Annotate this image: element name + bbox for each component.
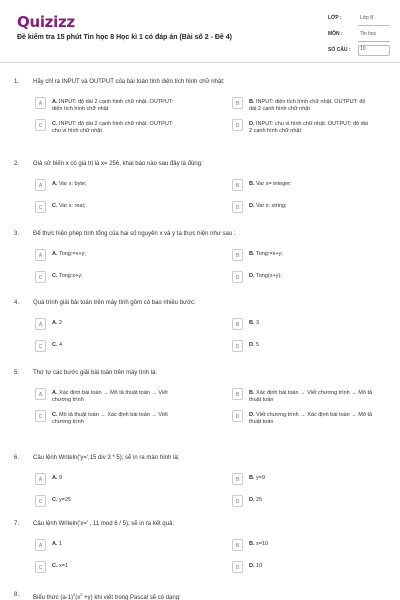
option-text-line: 4: [59, 342, 63, 348]
superscript-exponent: 2: [80, 592, 83, 597]
option-letter-badge[interactable]: A: [35, 249, 46, 261]
option-text: [52, 203, 85, 210]
option-b[interactable]: [232, 97, 400, 111]
option-key: A.: [52, 181, 58, 187]
question-text: Hãy chỉ ra INPUT và OUTPUT của bài toán tính diện tích hình chữ nhật:: [33, 79, 225, 85]
meta-count-row: [328, 45, 390, 58]
option-letter-badge[interactable]: D: [232, 340, 243, 352]
header-divider: [0, 62, 400, 63]
option-c[interactable]: [35, 561, 207, 575]
option-c[interactable]: [35, 495, 207, 509]
option-key: B.: [249, 99, 255, 105]
option-key: C.: [52, 203, 58, 209]
question-8: [14, 592, 389, 600]
option-text-line: 1: [59, 541, 63, 547]
superscript-exponent: 2: [73, 592, 76, 597]
option-text-line: dài 2 cạnh hình chữ nhật: [249, 106, 310, 112]
option-d[interactable]: [232, 561, 400, 575]
option-text: [249, 497, 262, 504]
option-b[interactable]: [232, 539, 400, 553]
option-letter-badge[interactable]: C: [35, 119, 46, 131]
option-key: A.: [52, 390, 58, 396]
meta-class-row: [328, 13, 390, 26]
option-letter-badge[interactable]: A: [35, 97, 46, 109]
meta-subject-label: MÔN :: [328, 31, 343, 37]
option-letter-badge[interactable]: D: [232, 271, 243, 283]
option-key: A.: [52, 99, 58, 105]
option-letter-badge[interactable]: B: [232, 179, 243, 191]
option-text: [52, 497, 71, 504]
option-key: D.: [249, 497, 255, 503]
option-text: [249, 320, 259, 327]
option-letter-badge[interactable]: C: [35, 340, 46, 352]
option-d[interactable]: [232, 201, 400, 215]
option-key: C.: [52, 121, 58, 127]
question-text: Câu lệnh Writeln('x=' , 11 mod 6 / 5); sẽ in ra kết quả:: [33, 521, 174, 527]
meta-count-label: SỐ CÂU :: [328, 47, 351, 53]
question-number: 8.: [14, 592, 20, 598]
option-text-line: 2: [59, 320, 63, 326]
option-text-line: 25: [256, 497, 263, 503]
option-text: [249, 390, 372, 404]
option-letter-badge[interactable]: C: [35, 495, 46, 507]
option-key: C.: [52, 342, 58, 348]
option-text-line: 10: [256, 563, 263, 569]
option-letter-badge[interactable]: B: [232, 97, 243, 109]
option-text-line: INPUT: diện tích hình chữ nhật. OUTPUT: độ: [256, 99, 366, 105]
option-letter-badge[interactable]: C: [35, 271, 46, 283]
option-letter-badge[interactable]: A: [35, 539, 46, 551]
option-letter-badge[interactable]: C: [35, 561, 46, 573]
question-3: [14, 231, 389, 293]
option-key: A.: [52, 541, 58, 547]
option-d[interactable]: [232, 495, 400, 509]
question-number: 6.: [14, 455, 20, 461]
question-6: [14, 455, 389, 517]
option-text-line: 3: [256, 320, 260, 326]
option-text-line: Xác định bài toán → Mô tả thuật toán → Viết: [59, 390, 168, 396]
option-text: [249, 121, 368, 135]
option-text: [249, 251, 283, 258]
option-c[interactable]: [35, 410, 207, 424]
option-text: [249, 475, 265, 482]
option-text-line: Mô tả thuật toán → Xác định bài toán → Viết: [59, 412, 168, 418]
option-letter-badge[interactable]: A: [35, 473, 46, 485]
option-letter-badge[interactable]: D: [232, 119, 243, 131]
option-d[interactable]: [232, 410, 400, 424]
option-text-line: Tong:=x+y;: [58, 251, 86, 257]
option-text-line: Var x: real;: [59, 203, 86, 209]
option-key: C.: [52, 497, 58, 503]
option-d[interactable]: [232, 119, 400, 133]
question-text: Quá trình giải bài toán trên máy tính gồm có bao nhiêu bước:: [33, 300, 196, 306]
option-text-line: 5: [256, 342, 260, 348]
option-letter-badge[interactable]: D: [232, 495, 243, 507]
option-letter-badge[interactable]: A: [35, 388, 46, 400]
option-text-line: x=1: [59, 563, 69, 569]
question-number: 1.: [14, 79, 20, 85]
option-key: B.: [249, 320, 255, 326]
option-b[interactable]: [232, 388, 400, 402]
option-b[interactable]: [232, 179, 400, 193]
option-a[interactable]: [35, 318, 207, 332]
option-text: [52, 541, 62, 548]
option-text: [52, 390, 168, 404]
option-text: [52, 121, 173, 135]
option-text: [52, 412, 168, 426]
option-b[interactable]: [232, 473, 400, 487]
option-letter-badge[interactable]: D: [232, 561, 243, 573]
option-letter-badge[interactable]: B: [232, 539, 243, 551]
option-key: B.: [249, 541, 255, 547]
option-text-line: Tong:x+y;: [58, 273, 83, 279]
option-text: [249, 563, 262, 570]
option-a[interactable]: [35, 249, 207, 263]
option-a[interactable]: [35, 97, 207, 111]
option-text: [52, 342, 62, 349]
option-text: [249, 273, 282, 280]
option-d[interactable]: [232, 271, 400, 285]
option-key: A.: [52, 475, 58, 481]
option-text-line: thuật toán: [249, 419, 274, 425]
option-key: D.: [249, 563, 255, 569]
option-text: [249, 181, 292, 188]
question-number: 4.: [14, 300, 20, 306]
question-text: Giả sử biến x có giá trị là x= 256, khai báo nào sau đây là đúng:: [33, 161, 203, 167]
option-key: D.: [249, 203, 255, 209]
option-text-line: Tong(x+y);: [255, 273, 282, 279]
meta-subject-row: [328, 29, 390, 42]
meta-count-value: 10: [360, 46, 366, 52]
option-key: A.: [52, 320, 58, 326]
option-text-line: chương trình: [52, 419, 84, 425]
option-key: C.: [52, 563, 58, 569]
question-text: Thứ tự các bước giải bài toán trên máy tính là:: [33, 370, 158, 376]
option-text: [52, 273, 83, 280]
option-key: B.: [249, 390, 255, 396]
option-key: D.: [249, 273, 255, 279]
option-text: [249, 342, 259, 349]
option-text: [52, 320, 62, 327]
option-key: A.: [52, 251, 58, 257]
option-key: B.: [249, 475, 255, 481]
question-4: [14, 300, 389, 362]
worksheet-meta: [328, 13, 390, 61]
option-text-line: diện tích hình chữ nhật: [52, 106, 109, 112]
meta-class-underline: [358, 25, 390, 26]
option-text-line: Viết chương trình → Xác định bài toán → Mô tả: [256, 412, 373, 418]
question-number: 3.: [14, 231, 20, 237]
option-text-line: chu vi hình chữ nhật: [52, 128, 102, 134]
option-key: D.: [249, 121, 255, 127]
option-text-line: Var x= integer;: [256, 181, 292, 187]
meta-subject-underline: [358, 41, 390, 42]
question-text-part: (x: [75, 595, 81, 600]
option-letter-badge[interactable]: A: [35, 179, 46, 191]
option-letter-badge[interactable]: B: [232, 388, 243, 400]
meta-subject-value: Tin học: [360, 31, 377, 37]
question-number: 2.: [14, 161, 20, 167]
option-text: [52, 99, 173, 113]
option-text-line: INPUT: độ dài 2 cạnh hình chữ nhật. OUTPUT:: [59, 99, 174, 105]
question-7: [14, 521, 389, 583]
option-key: C.: [52, 412, 58, 418]
option-letter-badge[interactable]: D: [232, 410, 243, 422]
option-letter-badge[interactable]: B: [232, 473, 243, 485]
option-text-line: INPUT: chu vi hình chữ nhật. OUTPUT: độ dài: [256, 121, 368, 127]
meta-class-label: LỚP :: [328, 15, 342, 21]
question-text-part: Biểu thức (a-1): [33, 595, 74, 600]
question-number: 7.: [14, 521, 20, 527]
option-text: [249, 99, 365, 113]
option-key: C.: [52, 273, 58, 279]
option-text-line: INPUT: độ dài 2 cạnh hình chữ nhật. OUTPUT:: [59, 121, 174, 127]
option-text: [249, 541, 268, 548]
option-text-line: Var x: string;: [256, 203, 287, 209]
option-c[interactable]: [35, 271, 207, 285]
option-letter-badge[interactable]: B: [232, 249, 243, 261]
option-text-line: Var x: byte;: [59, 181, 87, 187]
question-text: Câu lệnh Writeln('y=',15 div 3 * 5); sẽ in ra màn hình là:: [33, 455, 180, 461]
worksheet-title: Đề kiểm tra 15 phút Tin học 8 Học kì 1 có đáp án (Bài số 2 - Đề 4): [17, 34, 232, 41]
question-text: Để thực hiện phép tính tổng của hai số nguyên x và y ta thực hiện như sau :: [33, 231, 236, 237]
option-d[interactable]: [232, 340, 400, 354]
option-key: B.: [249, 251, 255, 257]
option-letter-badge[interactable]: C: [35, 201, 46, 213]
option-letter-badge[interactable]: D: [232, 201, 243, 213]
option-text-line: thuật toán: [249, 397, 274, 403]
question-number: 5.: [14, 370, 20, 376]
option-c[interactable]: [35, 119, 207, 133]
option-c[interactable]: [35, 201, 207, 215]
option-text: [249, 412, 372, 426]
option-text-line: y=9: [256, 475, 266, 481]
option-text: [249, 203, 287, 210]
option-c[interactable]: [35, 340, 207, 354]
option-b[interactable]: [232, 249, 400, 263]
option-a[interactable]: [35, 179, 207, 193]
option-text-line: x=10: [256, 541, 269, 547]
option-text-line: Tong:=x+y;: [255, 251, 283, 257]
option-text: [52, 563, 68, 570]
option-text: [52, 251, 86, 258]
option-key: B.: [249, 181, 255, 187]
option-b[interactable]: [232, 318, 400, 332]
option-text-line: Xác định bài toán → Viết chương trình → Mô tả: [256, 390, 373, 396]
option-a[interactable]: [35, 473, 207, 487]
option-text: [52, 475, 62, 482]
option-key: D.: [249, 342, 255, 348]
option-a[interactable]: [35, 388, 207, 402]
option-letter-badge[interactable]: C: [35, 410, 46, 422]
question-text-part: +y) khi viết trong Pascal sẽ có dạng:: [82, 595, 181, 600]
option-letter-badge[interactable]: B: [232, 318, 243, 330]
meta-class-value: Lớp 8: [360, 15, 374, 21]
option-key: D.: [249, 412, 255, 418]
option-text-line: 9: [59, 475, 63, 481]
option-text-line: 2 cạnh hình chữ nhật: [249, 128, 301, 134]
question-1: [14, 79, 389, 141]
option-a[interactable]: [35, 539, 207, 553]
option-text-line: y=25: [59, 497, 72, 503]
question-5: [14, 370, 389, 432]
option-text-line: chương trình: [52, 397, 84, 403]
question-2: [14, 161, 389, 223]
quizizz-logo: Quizizz: [17, 13, 75, 31]
option-text: [52, 181, 86, 188]
question-text: [33, 592, 181, 600]
option-letter-badge[interactable]: A: [35, 318, 46, 330]
